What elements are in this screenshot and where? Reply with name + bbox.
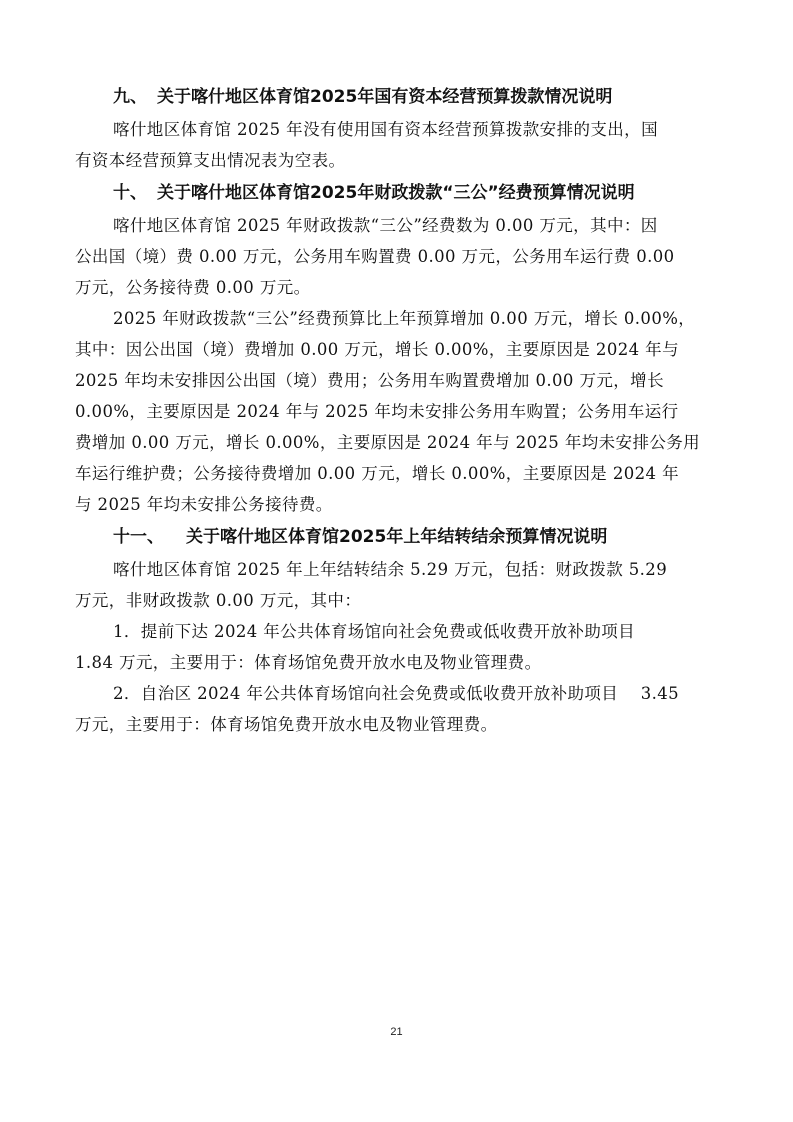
page-number: 21 <box>390 1026 403 1038</box>
text-line: 公出国（境）费 0.00 万元，公务用车购置费 0.00 万元，公务用车运行费 0.00 <box>75 247 675 266</box>
text-line: 2025 年均未安排因公出国（境）费用；公务用车购置费增加 0.00 万元，增长 <box>75 371 664 390</box>
text-line: 1.84 万元，主要用于：体育场馆免费开放水电及物业管理费。 <box>75 653 542 672</box>
text-line: 2．自治区 2024 年公共体育场馆向社会免费或低收费开放补助项目 3.45 <box>113 684 680 703</box>
text-line: 2025 年财政拨款“三公”经费预算比上年预算增加 0.00 万元，增长 0.00%， <box>113 309 696 328</box>
text-line: 万元，非财政拨款 0.00 万元，其中： <box>75 591 362 610</box>
section-number: 十一、 <box>113 527 164 547</box>
section-title: 关于喀什地区体育馆2025年上年结转结余预算情况说明 <box>186 527 608 547</box>
list-item <box>75 616 715 678</box>
document-page <box>75 80 715 740</box>
text-line: 1．提前下达 2024 年公共体育场馆向社会免费或低收费开放补助项目 <box>113 622 636 641</box>
text-line: 与 2025 年均未安排公务接待费。 <box>75 495 333 514</box>
text-line: 有资本经营预算支出情况表为空表。 <box>75 151 346 170</box>
section-number: 九、 <box>113 87 147 107</box>
text-line: 车运行维护费；公务接待费增加 0.00 万元，增长 0.00%，主要原因是 2024 年 <box>75 464 679 483</box>
section-number: 十、 <box>113 183 147 203</box>
section-title: 关于喀什地区体育馆2025年财政拨款“三公”经费预算情况说明 <box>157 183 635 203</box>
text-line: 0.00%，主要原因是 2024 年与 2025 年均未安排公务用车购置；公务用车运行 <box>75 402 679 421</box>
text-line: 喀什地区体育馆 2025 年财政拨款“三公”经费数为 0.00 万元，其中：因 <box>113 216 658 235</box>
text-line: 其中：因公出国（境）费增加 0.00 万元，增长 0.00%，主要原因是 2024 年与 <box>75 340 679 359</box>
paragraph <box>75 114 715 176</box>
paragraph <box>75 554 715 616</box>
section-heading-10 <box>75 176 715 210</box>
section-heading-11 <box>75 520 715 554</box>
paragraph <box>75 303 715 520</box>
section-title: 关于喀什地区体育馆2025年国有资本经营预算拨款情况说明 <box>157 87 613 107</box>
text-line: 万元，公务接待费 0.00 万元。 <box>75 278 311 297</box>
list-item <box>75 678 715 740</box>
text-line: 费增加 0.00 万元，增长 0.00%，主要原因是 2024 年与 2025 年均未安排公务用 <box>75 433 701 452</box>
section-heading-9 <box>75 80 715 114</box>
paragraph <box>75 210 715 303</box>
text-line: 喀什地区体育馆 2025 年没有使用国有资本经营预算拨款安排的支出，国 <box>113 120 658 139</box>
text-line: 万元，主要用于：体育场馆免费开放水电及物业管理费。 <box>75 715 498 734</box>
text-line: 喀什地区体育馆 2025 年上年结转结余 5.29 万元，包括：财政拨款 5.29 <box>113 560 668 579</box>
